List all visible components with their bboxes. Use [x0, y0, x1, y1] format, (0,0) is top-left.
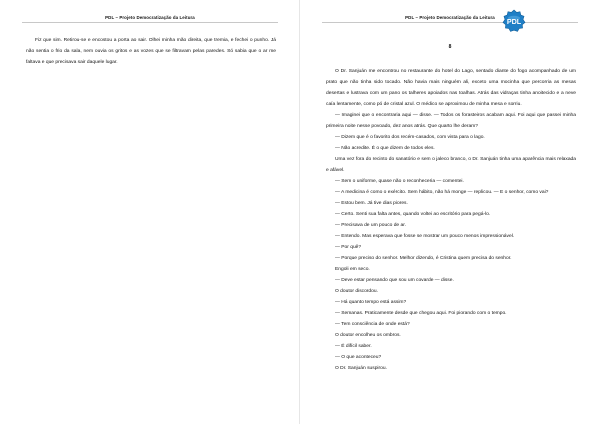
right-paragraph: — Semanas. Praticamente desde que chegou aqui. Foi piorando com o tempo.	[335, 311, 507, 316]
right-paragraph: — O que aconteceu?	[335, 355, 382, 360]
right-paragraph: — É difícil saber.	[335, 344, 372, 349]
right-paragraph: — Certo. Senti sua falta antes, quando voltei ao escritório para pegá-lo.	[335, 212, 491, 217]
right-paragraph: O Dr. Sanjuán me encontrou no restaurante do hotel do Lago, sentado diante do fogo acompanhado de um prato que não tinha sido tocado. Não havia mais ninguém ali, exceto uma mocinha que percorria as mesas desertas e lustrava com um pano os talheres apoiados nas toalhas. Atrás das vidraças tinha anoitecido e a neve caía lentamente, como pó de cristal azul. O médico se aproximou de minha mesa e sorriu.	[326, 69, 576, 107]
right-paragraph: Uma vez fora do recinto do sanatório e sem o jaleco branco, o Dr. Sanjuán tinha uma aparência mais relaxada e afável.	[326, 157, 576, 173]
right-paragraph: O doutor discordou.	[335, 289, 378, 294]
right-paragraph: O Dr. Sanjuán suspirou.	[335, 366, 387, 371]
right-paragraph: — Há quanto tempo está assim?	[335, 300, 407, 305]
right-paragraph: — A medicina é como o exército. Sem hábito, não há monge — replicou. — E o senhor, como vai?	[335, 190, 549, 195]
left-page-body	[26, 35, 276, 68]
right-paragraph: — Por quê?	[335, 245, 362, 250]
page-number: 8	[448, 44, 452, 50]
right-paragraph: Engoli em seco.	[335, 267, 370, 272]
left-header-rule	[22, 22, 278, 23]
right-paragraph: O doutor encolheu os ombros.	[335, 333, 401, 338]
right-running-header: PDL – Projeto Democratização da Leitura	[405, 15, 495, 20]
left-running-header: PDL – Projeto Democratização da Leitura	[105, 15, 195, 20]
left-paragraph: Fiz que sim. Retirou-se e encostou a porta ao sair. Olhei minha mão direita, que tremia, e fechei o punho. Já não sentia o frio da sala, nem ouvia os gritos e as vozes que se filtravam pelas paredes. Só sabia que o ar me faltava e que precisava sair daquele lugar.	[26, 38, 276, 65]
right-paragraph: — Não acredite. É o que dizem de todos eles.	[335, 146, 435, 151]
right-paragraph: — Imaginei que o encontraria aqui — disse. — Todos os forasteiros acabam aqui. Foi aqui que passei minha primeira noite nesse povoado, dez anos atrás. Que quarto lhe deram?	[326, 113, 576, 129]
right-header-rule	[322, 22, 578, 23]
right-paragraph: — Entendo. Mas esperava que fosse se mostrar um pouco menos impressionável.	[335, 234, 515, 239]
right-paragraph: — Sem o uniforme, quase não o reconheceria — comentei.	[335, 179, 464, 184]
right-paragraph: — Dizem que é o favorito dos recém-casados, com vista para o lago.	[335, 135, 485, 140]
right-paragraph: — Deve estar pensando que sou um covarde — disse.	[335, 278, 454, 283]
right-paragraph: — Precisava de um pouco de ar.	[335, 223, 406, 228]
right-paragraph: — Tem consciência de onde está?	[335, 322, 410, 327]
right-paragraph: — Estou bem. Já tive dias piores.	[335, 201, 408, 206]
pdl-logo-text: PDL	[506, 16, 522, 26]
right-page	[300, 0, 600, 424]
pdl-logo-icon	[502, 9, 526, 33]
right-paragraph: — Porque preciso do senhor. Melhor dizendo, é Cristina quem precisa do senhor.	[335, 256, 512, 261]
right-page-body	[326, 66, 576, 374]
